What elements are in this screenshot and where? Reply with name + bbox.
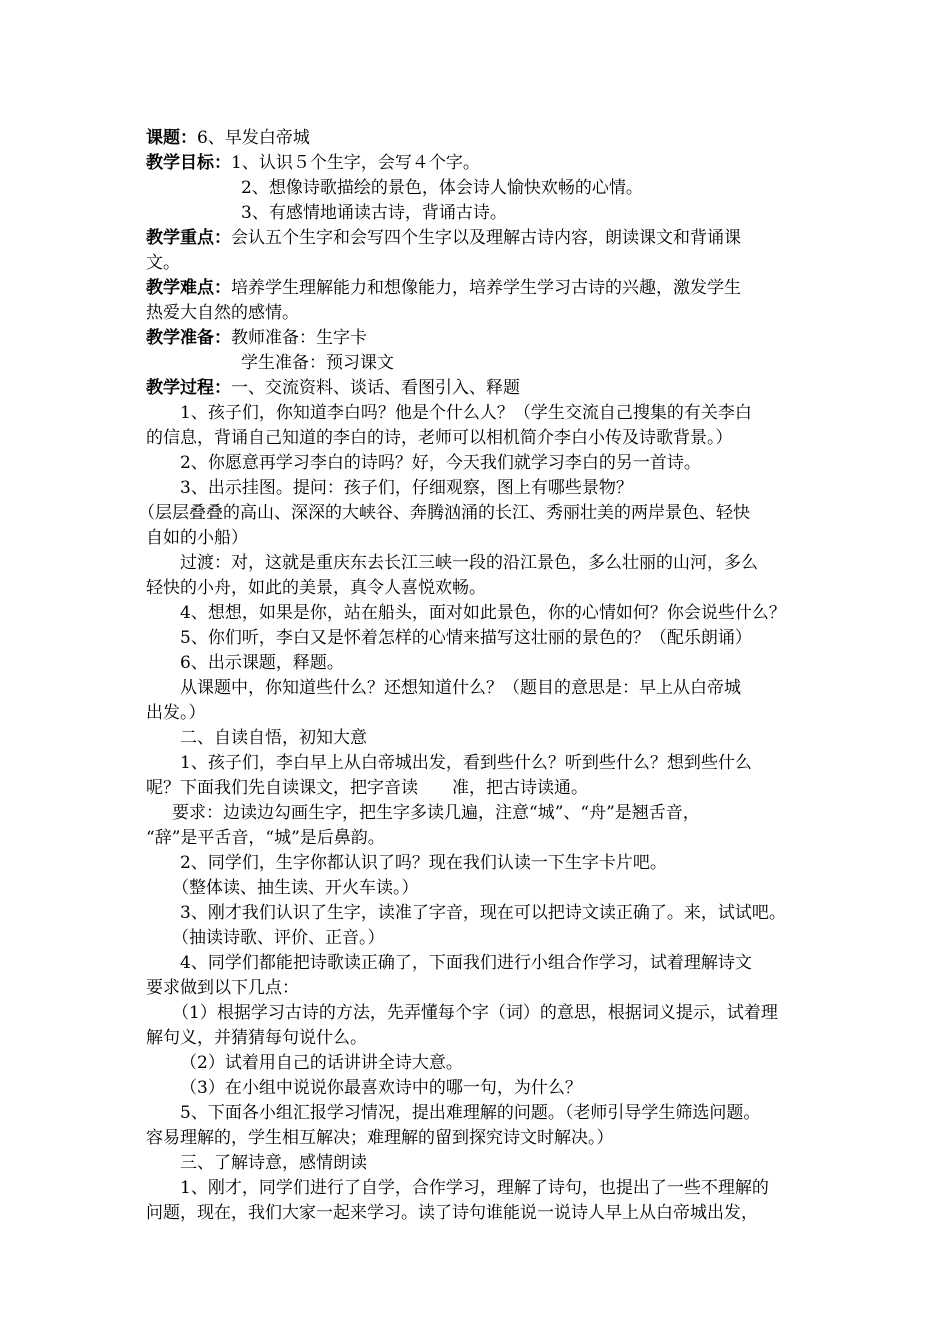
line-s2-p2-note: （整体读、抽生读、开火车读。） bbox=[172, 878, 419, 898]
line-transition-cont: 轻快的小舟，如此的美景，真令人喜悦欢畅。 bbox=[146, 578, 486, 598]
line-transition: 过渡：对，这就是重庆东去长江三峡一段的沿江景色，多么壮丽的山河，多么 bbox=[180, 553, 758, 573]
line-title bbox=[146, 126, 310, 151]
line-requirement-cont: “辞”是平舌音，“城”是后鼻韵。 bbox=[146, 828, 385, 848]
line-p3: 3、出示挂图。提问：孩子们，仔细观察，图上有哪些景物？ bbox=[180, 478, 633, 498]
text-teacher-prep: 教师准备：生字卡 bbox=[231, 328, 367, 348]
line-s2-p2: 2、同学们，生字你都认识了吗？现在我们认读一下生字卡片吧。 bbox=[180, 853, 667, 873]
line-student-prep: 学生准备：预习课文 bbox=[241, 353, 394, 373]
label-process: 教学过程： bbox=[146, 378, 231, 398]
line-requirement: 要求：边读边勾画生字，把生字多读几遍，注意“城”、“舟”是翘舌音， bbox=[172, 803, 700, 823]
line-p6: 6、出示课题，释题。 bbox=[180, 653, 344, 673]
line-process bbox=[146, 376, 520, 401]
line-p1: 1、孩子们，你知道李白吗？他是个什么人？（学生交流自己搜集的有关李白 bbox=[180, 403, 752, 423]
line-goal-3: 3、有感情地诵读古诗，背诵古诗。 bbox=[241, 203, 507, 223]
line-s2-p4: 4、同学们都能把诗歌读正确了，下面我们进行小组合作学习，试着理解诗文 bbox=[180, 953, 752, 973]
line-p1-cont: 的信息，背诵自己知道的李白的诗，老师可以相机简介李白小传及诗歌背景。） bbox=[146, 428, 733, 448]
line-s2-item-3: （3）在小组中说说你最喜欢诗中的哪一句，为什么？ bbox=[180, 1078, 582, 1098]
line-difficulty-cont: 热爱大自然的感情。 bbox=[146, 303, 299, 323]
line-section-3: 三、了解诗意，感情朗读 bbox=[180, 1153, 367, 1173]
line-s2-item-2: （2）试着用自己的话讲讲全诗大意。 bbox=[180, 1053, 463, 1073]
line-s3-p1: 1、刚才，同学们进行了自学，合作学习，理解了诗句，也提出了一些不理解的 bbox=[180, 1178, 769, 1198]
label-topic: 课题： bbox=[146, 128, 197, 148]
text-section-1: 一、交流资料、谈话、看图引入、释题 bbox=[231, 378, 520, 398]
line-preparation bbox=[146, 326, 367, 351]
line-difficulty bbox=[146, 276, 741, 301]
text-key-points: 会认五个生字和会写四个生字以及理解古诗内容，朗读课文和背诵课 bbox=[231, 228, 741, 248]
text-goal-1: 1、认识５个生字，会写４个字。 bbox=[231, 153, 480, 173]
line-p3-answer: （层层叠叠的高山、深深的大峡谷、奔腾汹涌的长江、秀丽壮美的两岸景色、轻快 bbox=[138, 503, 750, 523]
line-key-points bbox=[146, 226, 741, 251]
label-difficulty: 教学难点： bbox=[146, 278, 231, 298]
line-section-2: 二、自读自悟，初知大意 bbox=[180, 728, 367, 748]
label-goals: 教学目标： bbox=[146, 153, 231, 173]
line-s2-p3-note: （抽读诗歌、评价、正音。） bbox=[172, 928, 385, 948]
line-s2-item-1-cont: 解句义，并猜猜每句说什么。 bbox=[146, 1028, 367, 1048]
line-p6-detail: 从课题中，你知道些什么？还想知道什么？（题目的意思是：早上从白帝城 bbox=[180, 678, 741, 698]
line-goal-1 bbox=[146, 151, 480, 176]
label-preparation: 教学准备： bbox=[146, 328, 231, 348]
line-s2-p3: 3、刚才我们认识了生字，读准了字音，现在可以把诗文读正确了。来，试试吧。 bbox=[180, 903, 786, 923]
line-p2: 2、你愿意再学习李白的诗吗？好，今天我们就学习李白的另一首诗。 bbox=[180, 453, 701, 473]
label-key-points: 教学重点： bbox=[146, 228, 231, 248]
line-s2-p1: 1、孩子们，李白早上从白帝城出发，看到些什么？听到些什么？想到些什么 bbox=[180, 753, 752, 773]
line-s3-p1-cont: 问题，现在，我们大家一起来学习。读了诗句谁能说一说诗人早上从白帝城出发， bbox=[146, 1203, 758, 1223]
text-difficulty: 培养学生理解能力和想像能力，培养学生学习古诗的兴趣，激发学生 bbox=[231, 278, 741, 298]
line-p5: 5、你们听，李白又是怀着怎样的心情来描写这壮丽的景色的？（配乐朗诵） bbox=[180, 628, 752, 648]
line-key-points-cont: 文。 bbox=[146, 253, 180, 273]
line-p6-detail-cont: 出发。） bbox=[146, 703, 206, 723]
line-p3-answer-cont: 自如的小船） bbox=[146, 528, 248, 548]
line-s2-p4-cont: 要求做到以下几点： bbox=[146, 978, 299, 998]
line-goal-2: 2、想像诗歌描绘的景色，体会诗人愉快欢畅的心情。 bbox=[241, 178, 643, 198]
line-s2-p5: 5、下面各小组汇报学习情况，提出难理解的问题。（老师引导学生筛选问题。 bbox=[180, 1103, 761, 1123]
line-p4: 4、想想，如果是你，站在船头，面对如此景色，你的心情如何？你会说些什么？ bbox=[180, 603, 786, 623]
line-s2-item-1: （1）根据学习古诗的方法，先弄懂每个字（词）的意思，根据词义提示，试着理 bbox=[172, 1003, 778, 1023]
line-s2-p1-cont: 呢？下面我们先自读课文，把字音读 准，把古诗读通。 bbox=[146, 778, 588, 798]
text-topic: 6、早发白帝城 bbox=[197, 128, 310, 148]
line-s2-p5-cont: 容易理解的，学生相互解决；难理解的留到探究诗文时解决。） bbox=[146, 1128, 614, 1148]
